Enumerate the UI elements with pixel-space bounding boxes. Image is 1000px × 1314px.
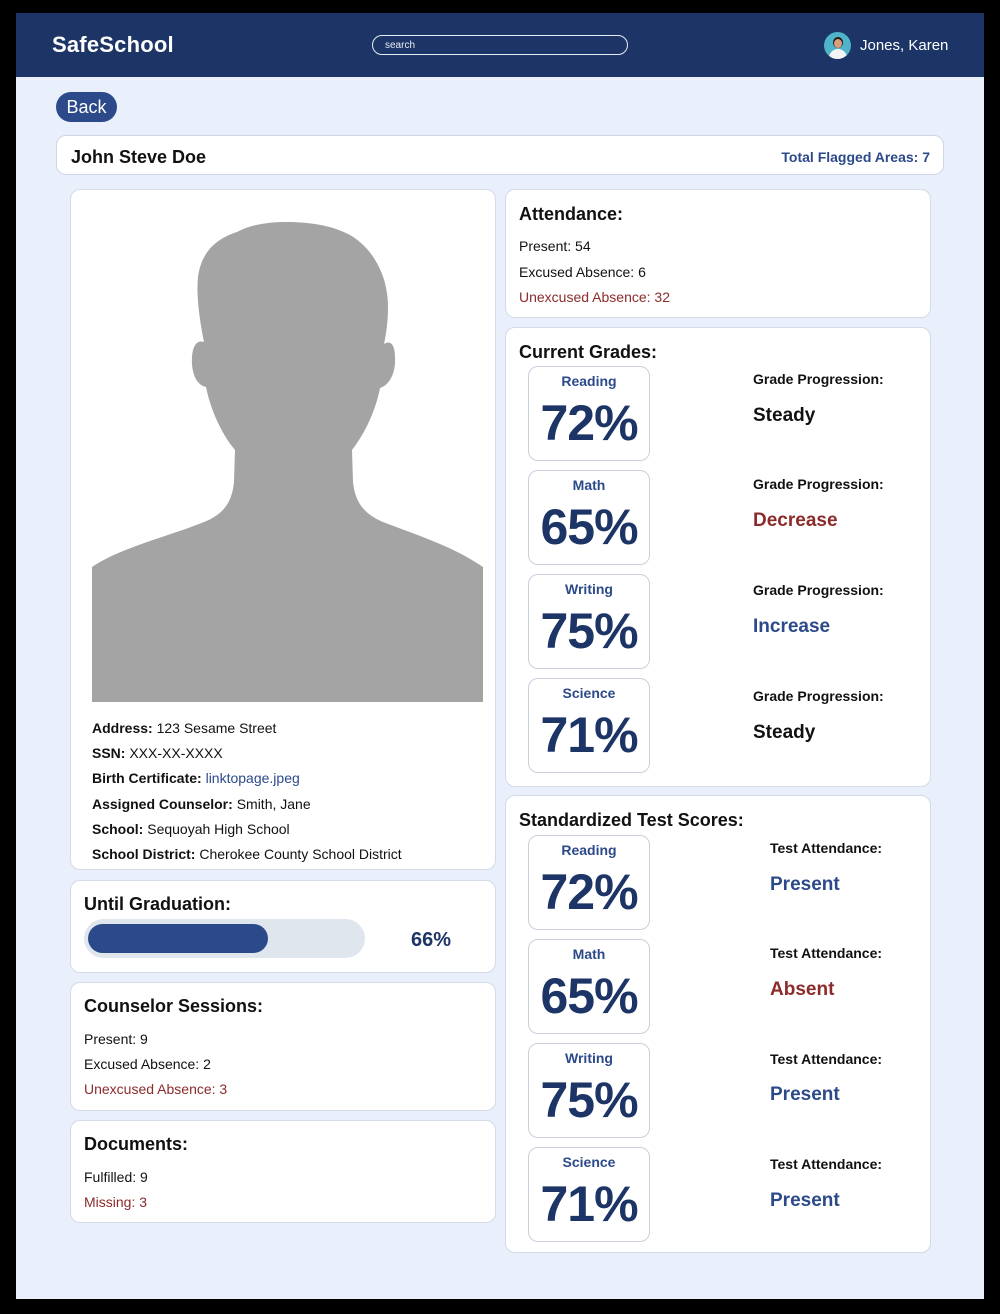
grade-box-reading[interactable]: Reading 72%	[528, 366, 650, 461]
field-address: Address: 123 Sesame Street	[92, 720, 277, 736]
standardized-tests-card	[505, 795, 931, 1253]
field-ssn: SSN: XXX-XX-XXXX	[92, 745, 223, 761]
grade-box-math[interactable]: Math 65%	[528, 470, 650, 565]
top-navigation-bar	[16, 13, 984, 77]
test-attendance-writing: Present	[770, 1084, 840, 1105]
counselor-excused: Excused Absence: 2	[84, 1056, 211, 1072]
test-attendance-label: Test Attendance:	[770, 1051, 883, 1067]
grade-progression-label: Grade Progression:	[753, 476, 884, 492]
graduation-percent: 66%	[411, 929, 452, 951]
user-name[interactable]: Jones, Karen	[860, 36, 949, 54]
user-menu[interactable]	[824, 32, 948, 58]
grade-progression-math: Decrease	[753, 510, 838, 531]
counselor-unexcused: Unexcused Absence: 3	[84, 1081, 228, 1097]
documents-fulfilled: Fulfilled: 9	[84, 1169, 148, 1185]
documents-missing: Missing: 3	[84, 1194, 148, 1210]
attendance-unexcused: Unexcused Absence: 32	[519, 289, 670, 305]
test-box-reading[interactable]: Reading 72%	[528, 835, 650, 930]
grade-box-writing[interactable]: Writing 75%	[528, 574, 650, 669]
attendance-title: Attendance:	[519, 204, 624, 224]
student-name: John Steve Doe	[71, 147, 207, 167]
graduation-progress-card	[70, 880, 496, 973]
graduation-progress-bar	[84, 919, 365, 958]
test-box-writing[interactable]: Writing 75%	[528, 1043, 650, 1138]
test-attendance-label: Test Attendance:	[770, 945, 883, 961]
test-attendance-reading: Present	[770, 874, 840, 895]
test-attendance-label: Test Attendance:	[770, 840, 883, 856]
field-school: School: Sequoyah High School	[92, 821, 290, 837]
field-school-district: School District: Cherokee County School District	[92, 846, 402, 862]
current-grades-card	[505, 327, 931, 787]
attendance-card	[505, 189, 931, 318]
grade-progression-label: Grade Progression:	[753, 688, 884, 704]
attendance-excused: Excused Absence: 6	[519, 264, 646, 280]
test-attendance-science: Present	[770, 1190, 840, 1211]
flagged-areas-count[interactable]: Total Flagged Areas: 7	[781, 149, 930, 165]
grade-progression-label: Grade Progression:	[753, 371, 884, 387]
grade-progression-writing: Increase	[753, 616, 831, 637]
back-button[interactable]: Back	[56, 92, 117, 122]
app-logo[interactable]: SafeSchool	[52, 32, 174, 57]
student-header	[56, 135, 944, 175]
app-frame	[16, 13, 984, 1299]
test-attendance-math: Absent	[770, 979, 835, 1000]
graduation-title: Until Graduation:	[84, 894, 231, 914]
test-attendance-label: Test Attendance:	[770, 1156, 883, 1172]
documents-card	[70, 1120, 496, 1223]
grade-progression-reading: Steady	[753, 405, 816, 426]
profile-photo-placeholder	[92, 202, 483, 702]
counselor-sessions-title: Counselor Sessions:	[84, 996, 264, 1016]
birth-certificate-link[interactable]: linktopage.jpeg	[205, 770, 300, 786]
standardized-tests-title: Standardized Test Scores:	[519, 810, 744, 830]
grade-progression-science: Steady	[753, 722, 816, 743]
documents-title: Documents:	[84, 1134, 189, 1154]
counselor-sessions-card	[70, 982, 496, 1111]
current-grades-title: Current Grades:	[519, 342, 658, 362]
profile-card	[70, 189, 496, 870]
grade-progression-label: Grade Progression:	[753, 582, 884, 598]
test-box-science[interactable]: Science 71%	[528, 1147, 650, 1242]
avatar[interactable]	[824, 32, 851, 59]
grade-box-science[interactable]: Science 71%	[528, 678, 650, 773]
test-box-math[interactable]: Math 65%	[528, 939, 650, 1034]
counselor-present: Present: 9	[84, 1031, 148, 1047]
search-input[interactable]	[372, 35, 628, 55]
graduation-progress-fill	[88, 924, 268, 953]
field-birth-certificate: Birth Certificate: linktopage.jpeg	[92, 770, 300, 786]
field-assigned-counselor: Assigned Counselor: Smith, Jane	[92, 796, 311, 812]
attendance-present: Present: 54	[519, 238, 591, 254]
